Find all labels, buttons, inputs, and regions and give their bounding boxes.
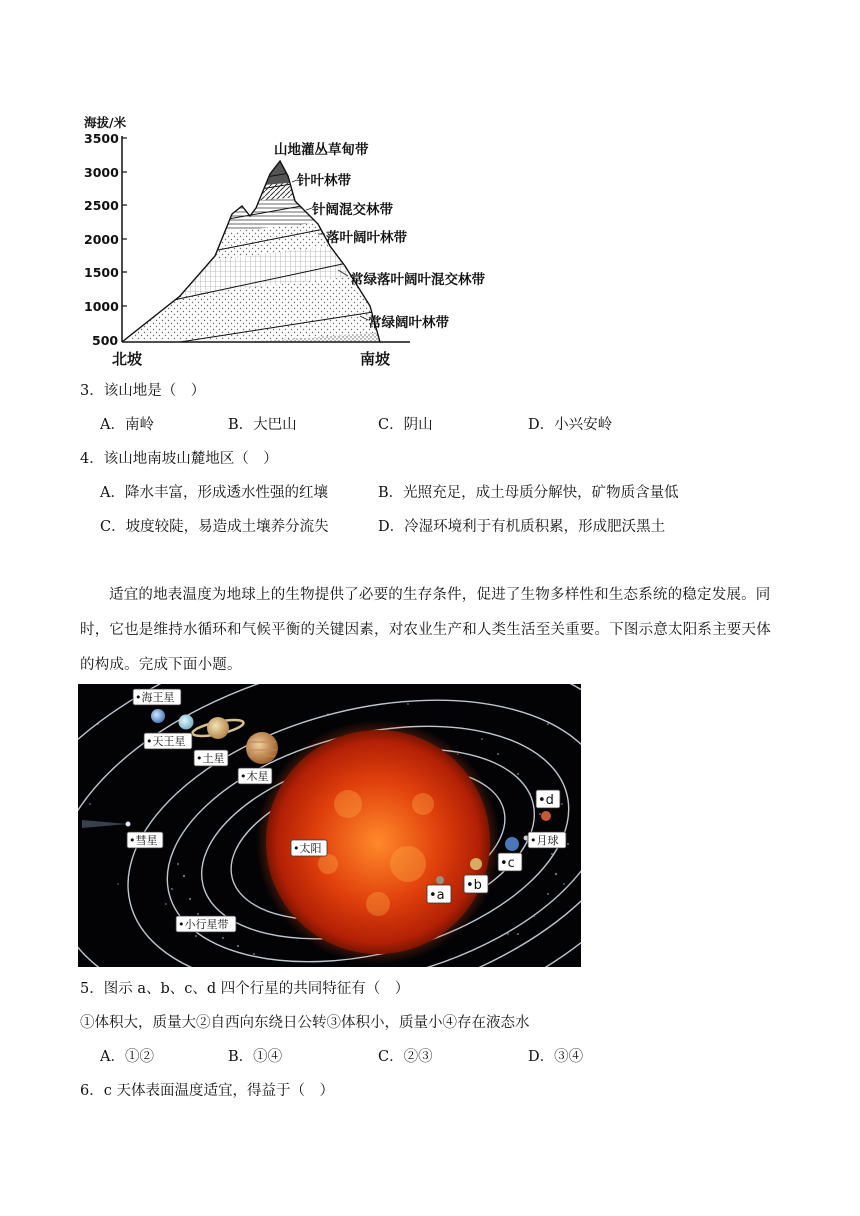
zone-label: 落叶阔叶林带 (326, 230, 407, 246)
label-jupiter (238, 768, 272, 784)
reading-passage: 适宜的地表温度为地球上的生物提供了必要的生存条件，促进了生物多样性和生态系统的稳定发展。同时，它也是维持水循环和气候平衡的关键因素，对农业生产和人类生活至关重要。下图示意太阳系主要天体的构成。完成下面小题。 (80, 587, 771, 673)
svg-text:•彗星: •彗星 (129, 834, 158, 847)
svg-text:•天王星: •天王星 (146, 735, 186, 748)
svg-text:•木星: •木星 (240, 770, 269, 783)
zone-label: 常绿阔叶林带 (368, 315, 449, 331)
q3-option-a[interactable]: A．南岭 (100, 417, 154, 433)
y-tick: 2500 (84, 198, 119, 213)
label-planet-a (427, 885, 451, 903)
question-4-stem: 4．该山地南坡山麓地区（ ） (80, 451, 278, 467)
y-tick: 500 (92, 333, 119, 348)
q5-option-b[interactable]: B．①④ (228, 1049, 283, 1065)
svg-text:•b: •b (466, 878, 482, 893)
q5-option-d[interactable]: D．③④ (528, 1049, 584, 1065)
q4-option-b[interactable]: B．光照充足，成土母质分解快，矿物质含量低 (378, 485, 679, 501)
question-5-statements: ①体积大，质量大②自西向东绕日公转③体积小，质量小④存在液态水 (80, 1015, 530, 1031)
label-planet-d (536, 790, 560, 808)
q3-option-d[interactable]: D．小兴安岭 (528, 417, 613, 433)
label-planet-b (464, 875, 488, 893)
y-tick: 3500 (84, 131, 119, 146)
svg-text:•土星: •土星 (196, 752, 225, 765)
svg-text:•a: •a (429, 888, 445, 903)
svg-text:•月球: •月球 (530, 834, 559, 847)
south-slope-label: 南坡 (360, 350, 391, 368)
svg-text:•小行星带: •小行星带 (178, 918, 229, 931)
q5-option-a[interactable]: A．①② (100, 1049, 154, 1065)
svg-text:•海王星: •海王星 (135, 691, 175, 704)
label-sun (291, 840, 327, 856)
label-saturn (194, 750, 228, 766)
question-6-stem: 6．c 天体表面温度适宜，得益于（ ） (80, 1083, 334, 1099)
zone-label: 山地灌丛草甸带 (274, 142, 369, 158)
solar-system-figure (78, 684, 581, 967)
y-axis-title: 海拔/米 (84, 115, 127, 130)
y-tick: 3000 (84, 165, 119, 180)
label-uranus (144, 733, 192, 749)
svg-text:•d: •d (538, 793, 554, 808)
q4-option-c[interactable]: C．坡度较陡，易造成土壤养分流失 (100, 519, 329, 535)
svg-text:•太阳: •太阳 (293, 842, 322, 855)
y-tick: 1000 (84, 299, 119, 314)
zone-label: 常绿落叶阔叶混交林带 (350, 272, 485, 288)
question-5-stem: 5．图示 a、b、c、d 四个行星的共同特征有（ ） (80, 981, 410, 997)
north-slope-label: 北坡 (112, 350, 143, 368)
svg-text:•c: •c (500, 856, 515, 871)
mountain-zone-figure (80, 106, 540, 374)
q5-option-c[interactable]: C．②③ (378, 1049, 433, 1065)
label-asteroid-belt (176, 916, 236, 932)
zone-label: 针阔混交林带 (312, 202, 393, 218)
question-3-stem: 3．该山地是（ ） (80, 383, 206, 399)
q3-option-c[interactable]: C．阴山 (378, 417, 433, 433)
q4-option-d[interactable]: D．冷湿环境利于有机质积累，形成肥沃黑土 (378, 519, 666, 535)
label-comet (127, 832, 163, 848)
label-planet-c (498, 853, 522, 871)
y-tick: 2000 (84, 232, 119, 247)
label-moon (528, 832, 566, 848)
y-tick: 1500 (84, 265, 119, 280)
q3-option-b[interactable]: B．大巴山 (228, 417, 297, 433)
label-neptune (133, 689, 181, 705)
zone-label: 针叶林带 (297, 173, 351, 189)
q4-option-a[interactable]: A．降水丰富，形成透水性强的红壤 (100, 485, 328, 501)
